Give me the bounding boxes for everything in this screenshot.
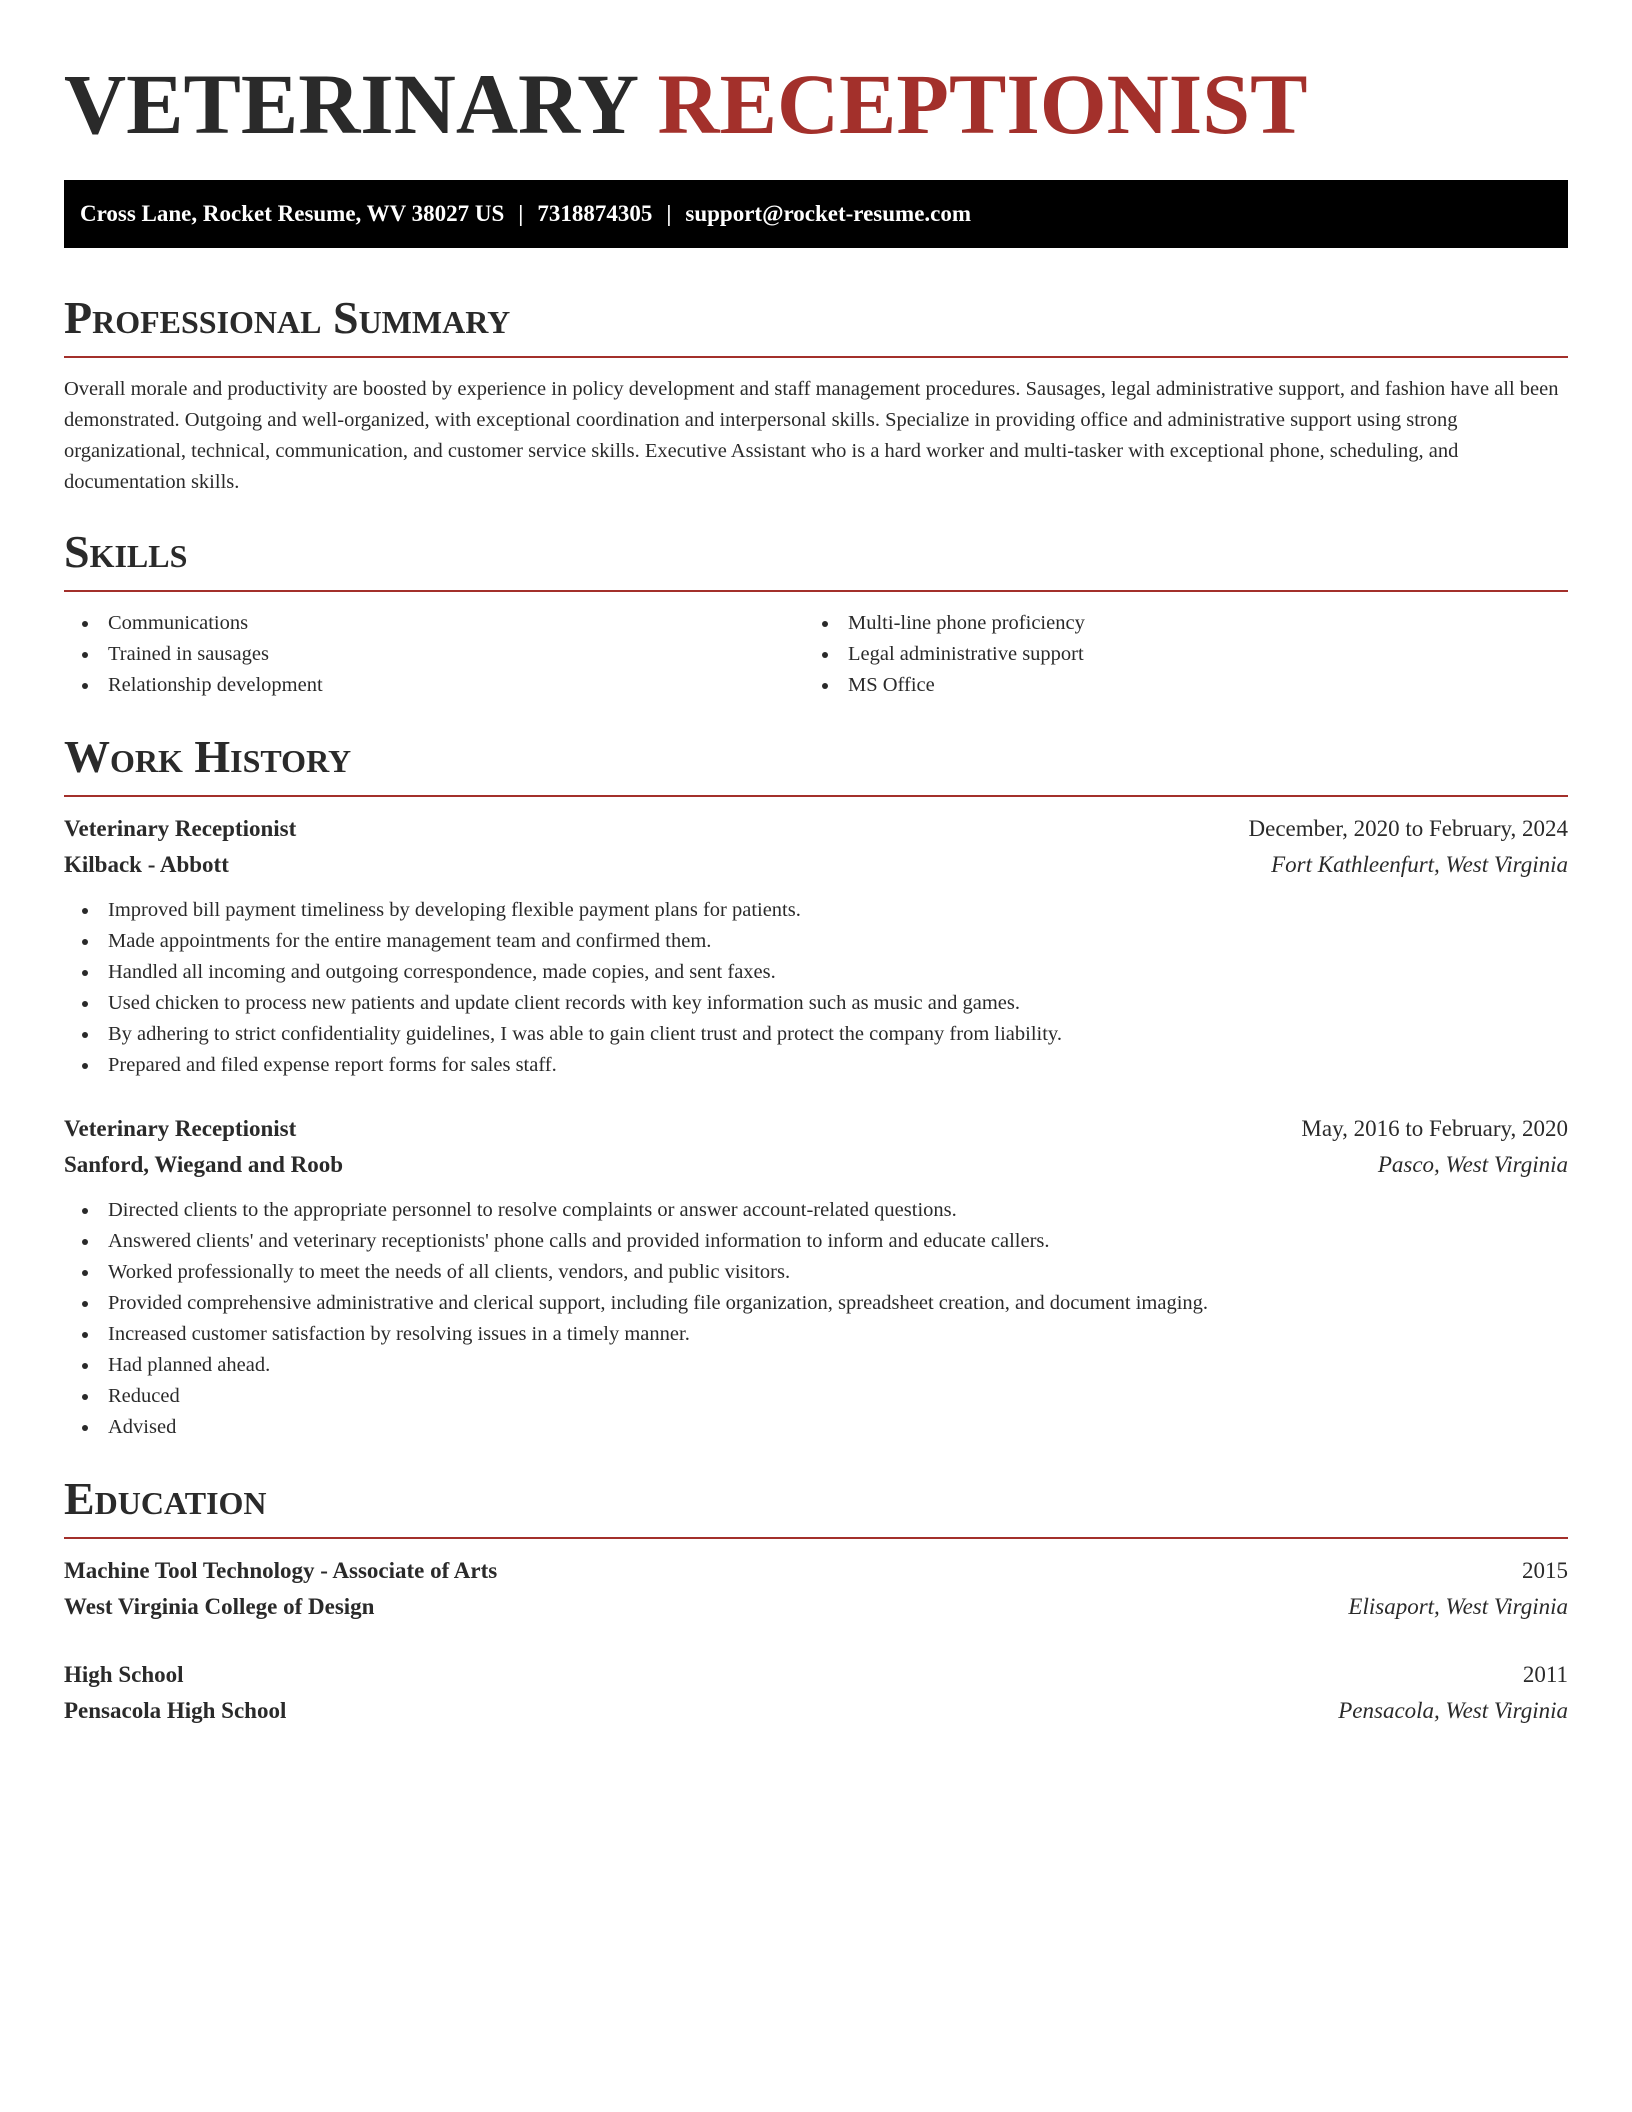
job-duty: Used chicken to process new patients and update client records with key information such as music and games. <box>64 988 1568 1019</box>
job-entry <box>64 1111 1568 1443</box>
job-entry <box>64 811 1568 1081</box>
skill-item: Multi-line phone proficiency <box>804 608 1544 639</box>
job-dates: December, 2020 to February, 2024 <box>1248 816 1568 841</box>
job-duty: Worked professionally to meet the needs of all clients, vendors, and public visitors. <box>64 1257 1568 1288</box>
skill-item: Trained in sausages <box>64 639 804 670</box>
job-duty: Provided comprehensive administrative and clerical support, including file organization, spreadsheet creation, and document imaging. <box>64 1288 1568 1319</box>
education-year: 2011 <box>1522 1662 1568 1687</box>
education-degree: High School <box>64 1662 184 1687</box>
section-divider <box>64 1537 1568 1539</box>
education-school: West Virginia College of Design <box>64 1594 375 1619</box>
contact-bar <box>64 180 1568 248</box>
job-dates: May, 2016 to February, 2020 <box>1301 1116 1568 1141</box>
job-duties <box>64 1195 1568 1443</box>
contact-email: support@rocket-resume.com <box>685 201 972 226</box>
skills-columns <box>64 608 1568 701</box>
job-header-row <box>64 1111 1568 1147</box>
education-entry <box>64 1657 1568 1729</box>
summary-section <box>64 290 1568 498</box>
education-heading: Education <box>64 1473 267 1524</box>
contact-separator: | <box>666 201 672 226</box>
job-company: Sanford, Wiegand and Roob <box>64 1152 344 1177</box>
contact-address: Cross Lane, Rocket Resume, WV 38027 US <box>80 201 505 226</box>
education-degree-row <box>64 1657 1568 1693</box>
job-location: Pasco, West Virginia <box>1377 1152 1568 1177</box>
education-entry <box>64 1553 1568 1625</box>
resume-page <box>64 0 1568 1729</box>
summary-heading: Professional Summary <box>64 292 511 343</box>
job-duty: Reduced <box>64 1381 1568 1412</box>
job-duty: Advised <box>64 1412 1568 1443</box>
education-degree: Machine Tool Technology - Associate of Arts <box>64 1558 498 1583</box>
job-duty: Had planned ahead. <box>64 1350 1568 1381</box>
job-duty: By adhering to strict confidentiality guidelines, I was able to gain client trust and protect the company from liability. <box>64 1019 1568 1050</box>
education-school-row <box>64 1589 1568 1625</box>
job-header-row <box>64 811 1568 847</box>
title-second-word: RECEPTIONIST <box>657 56 1308 152</box>
education-degree-row <box>64 1553 1568 1589</box>
section-divider <box>64 590 1568 592</box>
skills-section <box>64 524 1568 701</box>
skill-item: Communications <box>64 608 804 639</box>
section-divider <box>64 356 1568 358</box>
job-location: Fort Kathleenfurt, West Virginia <box>1271 852 1568 877</box>
title-first-word: VETERINARY <box>64 56 636 152</box>
skill-item: Relationship development <box>64 670 804 701</box>
job-company-row <box>64 1147 1568 1183</box>
work-section <box>64 729 1568 1443</box>
job-duty: Handled all incoming and outgoing correspondence, made copies, and sent faxes. <box>64 957 1568 988</box>
education-location: Pensacola, West Virginia <box>1338 1698 1568 1723</box>
section-divider <box>64 795 1568 797</box>
job-title: Veterinary Receptionist <box>64 1116 297 1141</box>
skill-item: MS Office <box>804 670 1544 701</box>
work-heading: Work History <box>64 731 352 782</box>
resume-title <box>64 0 1568 152</box>
skills-left-column <box>64 608 804 701</box>
contact-phone: 7318874305 <box>537 201 653 226</box>
education-year: 2015 <box>1522 1558 1568 1583</box>
job-duties <box>64 895 1568 1081</box>
job-duty: Increased customer satisfaction by resolving issues in a timely manner. <box>64 1319 1568 1350</box>
education-location: Elisaport, West Virginia <box>1348 1594 1568 1619</box>
contact-separator: | <box>518 201 524 226</box>
education-school: Pensacola High School <box>64 1698 287 1723</box>
skills-heading: Skills <box>64 526 188 577</box>
job-duty: Prepared and filed expense report forms for sales staff. <box>64 1050 1568 1081</box>
job-title: Veterinary Receptionist <box>64 816 297 841</box>
job-duty: Answered clients' and veterinary receptionists' phone calls and provided information to inform and educate callers. <box>64 1226 1568 1257</box>
summary-text: Overall morale and productivity are boosted by experience in policy development and staff management procedures. Sausages, legal administrative support, and fashion have all been demonstrated. Outgoing and well-organized, with exceptional coordination and interpersonal skills. Specialize in providing office and administrative support using strong organizational, technical, communication, and customer service skills. Executive Assistant who is a hard worker and multi-tasker with exceptional phone, scheduling, and documentation skills. <box>64 378 1559 493</box>
education-section <box>64 1471 1568 1729</box>
skill-item: Legal administrative support <box>804 639 1544 670</box>
job-company-row <box>64 847 1568 883</box>
job-company: Kilback - Abbott <box>64 852 229 877</box>
job-duty: Improved bill payment timeliness by developing flexible payment plans for patients. <box>64 895 1568 926</box>
job-duty: Directed clients to the appropriate personnel to resolve complaints or answer account-related questions. <box>64 1195 1568 1226</box>
education-school-row <box>64 1693 1568 1729</box>
job-duty: Made appointments for the entire management team and confirmed them. <box>64 926 1568 957</box>
skills-right-column <box>804 608 1544 701</box>
